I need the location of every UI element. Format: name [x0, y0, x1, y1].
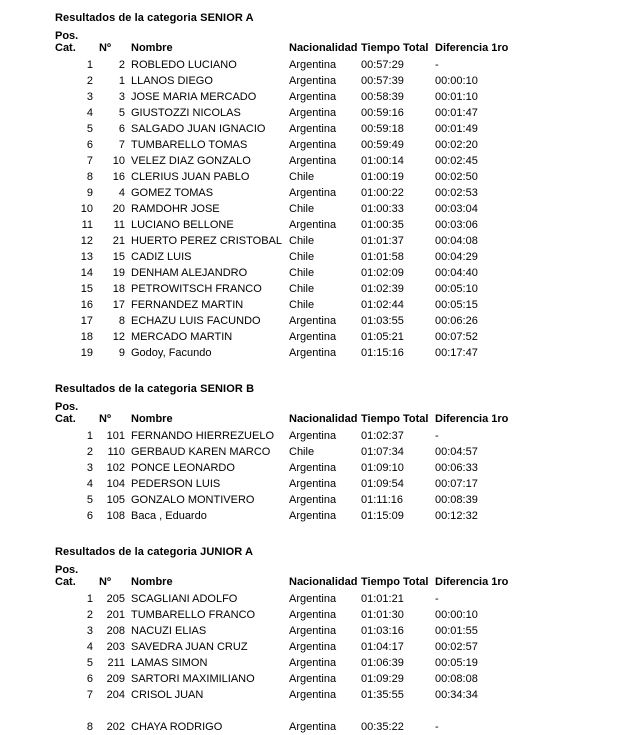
cell-nationality: Chile	[289, 171, 315, 183]
cell-difference: 00:06:26	[435, 315, 478, 327]
column-header-position-line1: Pos.	[55, 564, 79, 576]
cell-position: 2	[86, 609, 93, 621]
cell-nationality: Argentina	[289, 331, 337, 343]
cell-difference: 00:07:17	[435, 478, 478, 490]
cell-name: Baca , Eduardo	[131, 510, 207, 522]
table-row	[55, 444, 515, 460]
table-row	[55, 639, 515, 655]
cell-number: 102	[106, 462, 125, 474]
cell-nationality: Argentina	[289, 510, 337, 522]
section-spacer	[0, 361, 620, 383]
cell-number: 20	[112, 203, 125, 215]
cell-position: 17	[80, 315, 93, 327]
cell-number: 105	[106, 494, 125, 506]
cell-nationality: Chile	[289, 251, 315, 263]
column-header-nationality: Nacionalidad	[289, 576, 358, 588]
cell-total-time: 01:02:09	[361, 267, 404, 279]
cell-number: 205	[106, 593, 125, 605]
column-header-total-time: Tiempo Total	[361, 576, 429, 588]
cell-position: 18	[80, 331, 93, 343]
cell-nationality: Argentina	[289, 187, 337, 199]
table-header-row	[55, 30, 515, 57]
cell-position: 3	[86, 91, 93, 103]
column-header-name: Nombre	[131, 42, 173, 54]
table-row	[55, 508, 515, 524]
cell-name: GONZALO MONTIVERO	[131, 494, 255, 506]
cell-nationality: Argentina	[289, 462, 337, 474]
cell-difference: 00:04:29	[435, 251, 478, 263]
column-header-nationality: Nacionalidad	[289, 413, 358, 425]
cell-total-time: 00:58:39	[361, 91, 404, 103]
cell-difference: 00:01:47	[435, 107, 478, 119]
cell-difference: -	[435, 59, 439, 71]
table-row	[55, 169, 515, 185]
table-row	[55, 217, 515, 233]
table-row	[55, 313, 515, 329]
cell-difference: 00:02:53	[435, 187, 478, 199]
cell-position: 7	[86, 689, 93, 701]
cell-position: 5	[86, 494, 93, 506]
cell-nationality: Argentina	[289, 75, 337, 87]
cell-difference: 00:01:55	[435, 625, 478, 637]
cell-name: TUMBARELLO TOMAS	[131, 139, 248, 151]
column-header-nationality: Nacionalidad	[289, 42, 358, 54]
cell-difference: 00:01:49	[435, 123, 478, 135]
cell-total-time: 01:03:55	[361, 315, 404, 327]
cell-difference: 00:00:10	[435, 609, 478, 621]
cell-difference: 00:01:10	[435, 91, 478, 103]
cell-position: 5	[86, 657, 93, 669]
cell-position: 15	[80, 283, 93, 295]
cell-number: 1	[118, 75, 125, 87]
cell-difference: 00:17:47	[435, 347, 478, 359]
cell-name: JOSE MARIA MERCADO	[131, 91, 257, 103]
cell-nationality: Chile	[289, 203, 315, 215]
cell-number: 3	[118, 91, 125, 103]
column-header-position-line2: Cat.	[55, 413, 76, 425]
cell-total-time: 00:35:22	[361, 721, 404, 733]
cell-nationality: Argentina	[289, 91, 337, 103]
cell-total-time: 01:01:37	[361, 235, 404, 247]
cell-difference: 00:02:20	[435, 139, 478, 151]
column-header-number: Nº	[99, 576, 111, 588]
cell-number: 16	[112, 171, 125, 183]
results-table	[55, 401, 515, 524]
cell-total-time: 01:15:16	[361, 347, 404, 359]
cell-position: 6	[86, 139, 93, 151]
cell-number: 12	[112, 331, 125, 343]
cell-total-time: 00:59:16	[361, 107, 404, 119]
cell-nationality: Argentina	[289, 478, 337, 490]
cell-position: 12	[80, 235, 93, 247]
cell-total-time: 01:09:10	[361, 462, 404, 474]
cell-total-time: 01:02:37	[361, 430, 404, 442]
cell-difference: -	[435, 593, 439, 605]
cell-position: 4	[86, 478, 93, 490]
column-header-difference: Diferencia 1ro	[435, 576, 509, 588]
cell-position: 6	[86, 673, 93, 685]
cell-total-time: 01:07:34	[361, 446, 404, 458]
cell-difference: 00:05:15	[435, 299, 478, 311]
cell-number: 211	[107, 657, 125, 669]
cell-difference: 00:07:52	[435, 331, 478, 343]
cell-name: CLERIUS JUAN PABLO	[131, 171, 250, 183]
cell-difference: 00:04:57	[435, 446, 478, 458]
cell-nationality: Argentina	[289, 155, 337, 167]
cell-nationality: Argentina	[289, 430, 337, 442]
table-header	[55, 564, 515, 591]
table-row	[55, 671, 515, 687]
results-section-senior-a	[0, 12, 620, 361]
cell-name: NACUZI ELIAS	[131, 625, 207, 637]
cell-name: VELEZ DIAZ GONZALO	[131, 155, 251, 167]
cell-name: LAMAS SIMON	[131, 657, 208, 669]
cell-name: SCAGLIANI ADOLFO	[131, 593, 238, 605]
table-row	[55, 591, 515, 607]
cell-total-time: 01:00:33	[361, 203, 404, 215]
table-row	[55, 265, 515, 281]
cell-nationality: Argentina	[289, 139, 337, 151]
cell-nationality: Argentina	[289, 219, 337, 231]
cell-position: 1	[86, 593, 93, 605]
table-row	[55, 607, 515, 623]
section-title: Resultados de la categoria SENIOR B	[55, 383, 255, 395]
cell-nationality: Argentina	[289, 593, 337, 605]
cell-number: 110	[107, 446, 125, 458]
cell-difference: 00:03:06	[435, 219, 478, 231]
table-header	[55, 401, 515, 428]
cell-total-time: 01:00:14	[361, 155, 404, 167]
cell-position: 2	[86, 75, 93, 87]
cell-difference: 00:00:10	[435, 75, 478, 87]
cell-difference: 00:04:40	[435, 267, 478, 279]
cell-total-time: 01:01:58	[361, 251, 404, 263]
cell-name: GERBAUD KAREN MARCO	[131, 446, 271, 458]
cell-position: 1	[86, 59, 93, 71]
cell-number: 108	[106, 510, 125, 522]
cell-total-time: 01:01:30	[361, 609, 404, 621]
cell-position: 9	[86, 187, 93, 199]
cell-name: SALGADO JUAN IGNACIO	[131, 123, 266, 135]
cell-nationality: Argentina	[289, 347, 337, 359]
table-row	[55, 121, 515, 137]
cell-name: FERNANDO HIERREZUELO	[131, 430, 275, 442]
cell-total-time: 00:59:18	[361, 123, 404, 135]
cell-number: 18	[112, 283, 125, 295]
cell-difference	[435, 703, 515, 719]
cell-position: 11	[81, 219, 93, 231]
cell-nationality: Argentina	[289, 315, 337, 327]
cell-number: 10	[112, 155, 125, 167]
table-row	[55, 345, 515, 361]
cell-number: 101	[106, 430, 125, 442]
table-row	[55, 73, 515, 89]
cell-total-time: 01:35:55	[361, 689, 404, 701]
cell-difference: 00:08:08	[435, 673, 478, 685]
table-row	[55, 492, 515, 508]
results-section-junior-a	[0, 546, 620, 735]
cell-position: 6	[86, 510, 93, 522]
cell-total-time: 01:09:54	[361, 478, 404, 490]
cell-position: 5	[86, 123, 93, 135]
table-row	[55, 153, 515, 169]
table-row	[55, 105, 515, 121]
cell-number: 6	[118, 123, 125, 135]
table-row	[55, 281, 515, 297]
column-header-position-line1: Pos.	[55, 30, 79, 42]
cell-number: 204	[106, 689, 125, 701]
table-row-empty	[55, 703, 515, 719]
table-row	[55, 460, 515, 476]
cell-nationality: Argentina	[289, 59, 337, 71]
cell-position	[55, 703, 99, 719]
cell-total-time: 00:57:29	[361, 59, 404, 71]
cell-total-time: 01:05:21	[361, 331, 404, 343]
cell-position: 3	[86, 462, 93, 474]
cell-nationality: Argentina	[289, 107, 337, 119]
cell-nationality: Argentina	[289, 689, 337, 701]
table-header-row	[55, 564, 515, 591]
cell-total-time: 01:11:16	[361, 494, 404, 506]
column-header-total-time: Tiempo Total	[361, 42, 429, 54]
cell-total-time: 01:09:29	[361, 673, 404, 685]
section-title: Resultados de la categoria JUNIOR A	[55, 546, 254, 558]
cell-total-time: 00:57:39	[361, 75, 404, 87]
cell-name: CADIZ LUIS	[131, 251, 192, 263]
cell-total-time: 01:06:39	[361, 657, 404, 669]
cell-nationality: Chile	[289, 446, 315, 458]
cell-number: 21	[112, 235, 125, 247]
cell-name: PEDERSON LUIS	[131, 478, 221, 490]
cell-difference: 00:08:39	[435, 494, 478, 506]
table-row	[55, 57, 515, 73]
cell-name: ECHAZU LUIS FACUNDO	[131, 315, 261, 327]
cell-name: CRISOL JUAN	[131, 689, 204, 701]
column-header-number: Nº	[99, 413, 111, 425]
cell-number: 209	[106, 673, 125, 685]
table-row	[55, 428, 515, 444]
cell-nationality: Argentina	[289, 641, 337, 653]
cell-nationality: Argentina	[289, 657, 337, 669]
cell-name: GIUSTOZZI NICOLAS	[131, 107, 241, 119]
cell-number: 2	[118, 59, 125, 71]
column-header-name: Nombre	[131, 413, 173, 425]
cell-position: 8	[86, 721, 93, 733]
cell-difference: 00:04:08	[435, 235, 478, 247]
column-header-position-line2: Cat.	[55, 576, 76, 588]
table-row	[55, 687, 515, 703]
cell-name: SARTORI MAXIMILIANO	[131, 673, 255, 685]
cell-name: PONCE LEONARDO	[131, 462, 235, 474]
cell-position: 16	[80, 299, 93, 311]
cell-position: 3	[86, 625, 93, 637]
cell-total-time: 01:02:39	[361, 283, 404, 295]
cell-name: FERNANDEZ MARTIN	[131, 299, 244, 311]
cell-name: RAMDOHR JOSE	[131, 203, 220, 215]
cell-nationality: Argentina	[289, 625, 337, 637]
cell-total-time: 01:00:22	[361, 187, 404, 199]
cell-difference: 00:02:50	[435, 171, 478, 183]
cell-total-time: 00:59:49	[361, 139, 404, 151]
table-row	[55, 185, 515, 201]
cell-number: 203	[106, 641, 125, 653]
cell-number	[99, 703, 131, 719]
cell-nationality: Argentina	[289, 123, 337, 135]
cell-nationality: Argentina	[289, 609, 337, 621]
cell-position: 1	[86, 430, 93, 442]
table-row	[55, 233, 515, 249]
cell-number: 208	[106, 625, 125, 637]
cell-name: DENHAM ALEJANDRO	[131, 267, 248, 279]
cell-difference: 00:05:10	[435, 283, 478, 295]
cell-nationality	[289, 703, 361, 719]
cell-number: 15	[112, 251, 125, 263]
cell-name: CHAYA RODRIGO	[131, 721, 223, 733]
cell-number: 104	[106, 478, 125, 490]
cell-name: MERCADO MARTIN	[131, 331, 233, 343]
column-header-difference: Diferencia 1ro	[435, 413, 509, 425]
cell-position: 19	[80, 347, 93, 359]
table-body	[55, 57, 515, 361]
cell-total-time: 01:01:21	[361, 593, 404, 605]
cell-nationality: Chile	[289, 235, 315, 247]
results-table	[55, 30, 515, 361]
cell-total-time: 01:00:35	[361, 219, 404, 231]
table-row	[55, 719, 515, 735]
cell-number: 17	[112, 299, 125, 311]
column-header-total-time: Tiempo Total	[361, 413, 429, 425]
table-row	[55, 89, 515, 105]
cell-nationality: Chile	[289, 299, 315, 311]
cell-nationality: Chile	[289, 283, 315, 295]
cell-name: LLANOS DIEGO	[131, 75, 213, 87]
cell-position: 10	[80, 203, 93, 215]
cell-number: 7	[118, 139, 125, 151]
column-header-position-line2: Cat.	[55, 42, 76, 54]
cell-name: TUMBARELLO FRANCO	[131, 609, 256, 621]
cell-nationality: Argentina	[289, 721, 337, 733]
table-row	[55, 137, 515, 153]
cell-nationality: Chile	[289, 267, 315, 279]
column-header-position	[55, 564, 99, 591]
cell-name: LUCIANO BELLONE	[131, 219, 234, 231]
cell-difference: 00:05:19	[435, 657, 478, 669]
cell-number: 11	[113, 219, 125, 231]
column-header-position-line1: Pos.	[55, 401, 79, 413]
table-row	[55, 201, 515, 217]
cell-position: 8	[86, 171, 93, 183]
cell-name	[131, 703, 289, 719]
cell-difference: 00:02:57	[435, 641, 478, 653]
cell-total-time	[361, 703, 435, 719]
table-body	[55, 591, 515, 735]
section-spacer	[0, 524, 620, 546]
table-row	[55, 329, 515, 345]
section-title: Resultados de la categoria SENIOR A	[55, 12, 254, 24]
cell-total-time: 01:03:16	[361, 625, 404, 637]
table-header	[55, 30, 515, 57]
cell-difference: -	[435, 430, 439, 442]
cell-position: 7	[86, 155, 93, 167]
cell-name: SAVEDRA JUAN CRUZ	[131, 641, 248, 653]
table-row	[55, 623, 515, 639]
cell-name: PETROWITSCH FRANCO	[131, 283, 262, 295]
column-header-position	[55, 30, 99, 57]
cell-difference: 00:06:33	[435, 462, 478, 474]
cell-name: Godoy, Facundo	[131, 347, 212, 359]
column-header-number: Nº	[99, 42, 111, 54]
cell-number: 19	[112, 267, 125, 279]
table-row	[55, 297, 515, 313]
column-header-position	[55, 401, 99, 428]
cell-number: 8	[118, 315, 125, 327]
cell-name: ROBLEDO LUCIANO	[131, 59, 237, 71]
cell-name: HUERTO PEREZ CRISTOBAL	[131, 235, 282, 247]
cell-total-time: 01:15:09	[361, 510, 404, 522]
cell-position: 14	[80, 267, 93, 279]
cell-difference: 00:34:34	[435, 689, 478, 701]
cell-position: 13	[80, 251, 93, 263]
cell-nationality: Argentina	[289, 494, 337, 506]
column-header-name: Nombre	[131, 576, 173, 588]
table-header-row	[55, 401, 515, 428]
cell-number: 9	[118, 347, 125, 359]
cell-total-time: 01:00:19	[361, 171, 404, 183]
cell-name: GOMEZ TOMAS	[131, 187, 214, 199]
table-row	[55, 655, 515, 671]
cell-nationality: Argentina	[289, 673, 337, 685]
cell-difference: 00:03:04	[435, 203, 478, 215]
cell-difference: 00:02:45	[435, 155, 478, 167]
cell-total-time: 01:02:44	[361, 299, 404, 311]
results-section-senior-b	[0, 383, 620, 524]
cell-number: 4	[118, 187, 125, 199]
table-row	[55, 476, 515, 492]
column-header-difference: Diferencia 1ro	[435, 42, 509, 54]
cell-number: 5	[118, 107, 125, 119]
cell-difference: -	[435, 721, 439, 733]
cell-position: 4	[86, 641, 93, 653]
cell-difference: 00:12:32	[435, 510, 478, 522]
cell-number: 201	[106, 609, 125, 621]
table-body	[55, 428, 515, 524]
table-row	[55, 249, 515, 265]
cell-position: 2	[86, 446, 93, 458]
cell-total-time: 01:04:17	[361, 641, 404, 653]
cell-number: 202	[106, 721, 125, 733]
results-table	[55, 564, 515, 735]
cell-position: 4	[86, 107, 93, 119]
